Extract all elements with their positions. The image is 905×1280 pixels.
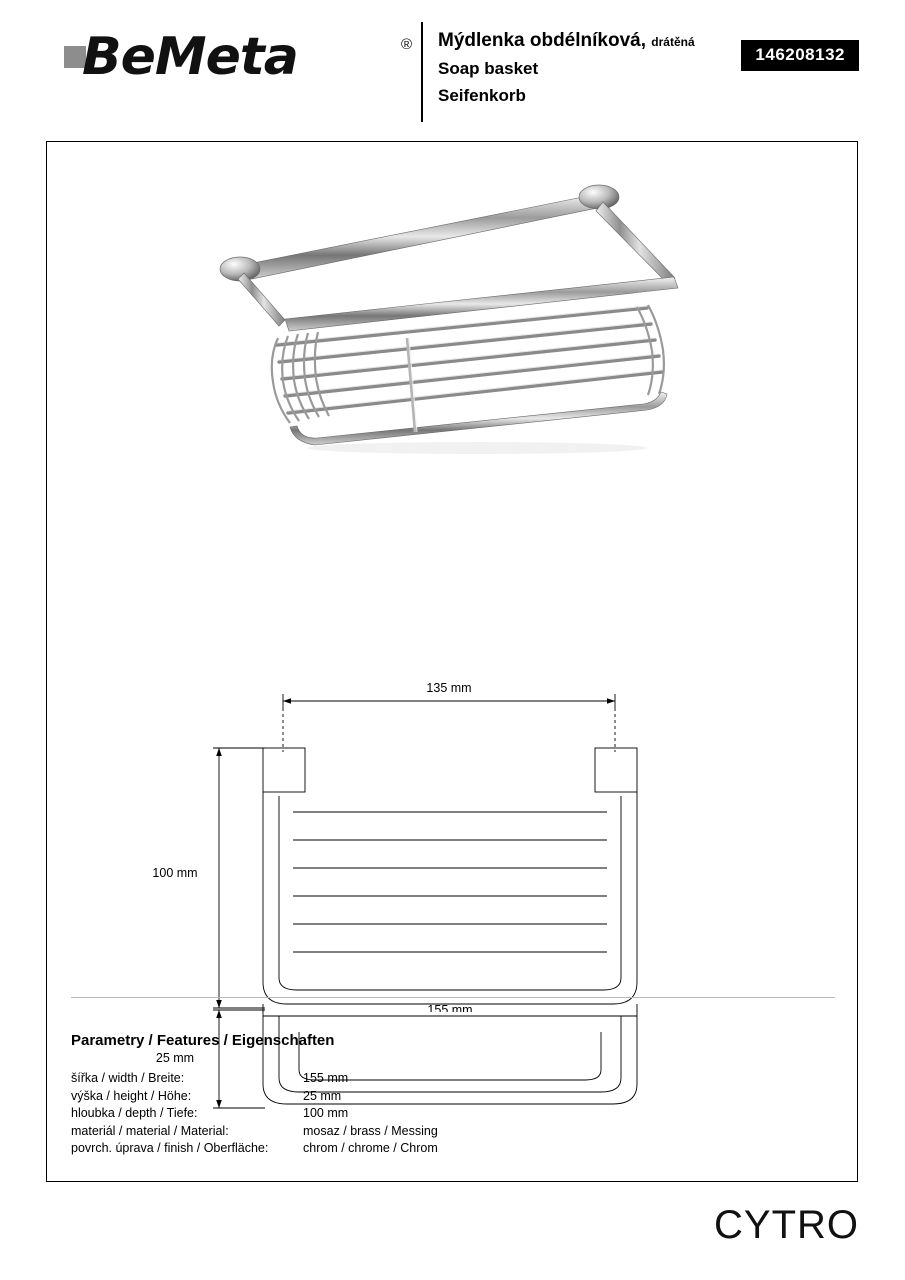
product-title-cs: [438, 28, 768, 55]
spec-label-material: materiál / material / Material:: [71, 1123, 229, 1138]
dim-label-depth: 100 mm: [152, 866, 198, 880]
spec-title: Parametry / Features / Eigenschaften: [71, 1032, 335, 1049]
spec-value-depth: 100 mm: [303, 1106, 349, 1120]
spec-label-width: šířka / width / Breite:: [71, 1071, 185, 1085]
spec-divider: [71, 997, 835, 998]
table-row: [71, 1140, 438, 1158]
product-title-de: Seifenkorb: [438, 86, 526, 105]
content-frame: [46, 141, 858, 1182]
product-code-badge: 146208132: [741, 40, 859, 71]
collection-name: CYTRO: [714, 1203, 859, 1247]
spec-value-width: 155 mm: [303, 1071, 349, 1085]
product-photo-illustration: [47, 142, 859, 522]
spec-label-finish: povrch. úprava / finish / Oberfläche:: [71, 1141, 269, 1155]
dim-label-width-bottom: 155 mm: [427, 1003, 473, 1012]
technical-drawing-svg: [47, 512, 859, 1012]
spec-label-depth: hloubka / depth / Tiefe:: [71, 1106, 198, 1120]
brand-logo: [46, 27, 413, 88]
spec-value-material: mosaz / brass / Messing: [303, 1123, 438, 1138]
dim-label-height: 25 mm: [155, 1051, 195, 1065]
table-row: [71, 1070, 438, 1088]
technical-drawing: [47, 512, 859, 1012]
product-title-cs-sub: drátěná: [651, 35, 695, 49]
table-row: [71, 1105, 438, 1123]
product-photo: [47, 142, 859, 522]
spec-value-finish: chrom / chrome / Chrom: [303, 1141, 438, 1155]
spec-label-height: výška / height / Höhe:: [71, 1088, 192, 1103]
spec-table: [71, 1070, 438, 1158]
dim-label-width-top: 135 mm: [426, 681, 472, 695]
table-row: [71, 1088, 438, 1106]
product-title-cs-main: Mýdlenka obdélníková,: [438, 30, 646, 51]
page-header: [46, 22, 859, 132]
table-row: [71, 1123, 438, 1141]
registered-trademark-icon: ®: [401, 36, 413, 53]
product-titles: [438, 28, 768, 109]
spec-value-height: 25 mm: [303, 1088, 342, 1103]
product-title-en: Soap basket: [438, 59, 539, 78]
logo-wordmark: BeMeta: [82, 27, 298, 87]
header-divider: [421, 22, 423, 122]
